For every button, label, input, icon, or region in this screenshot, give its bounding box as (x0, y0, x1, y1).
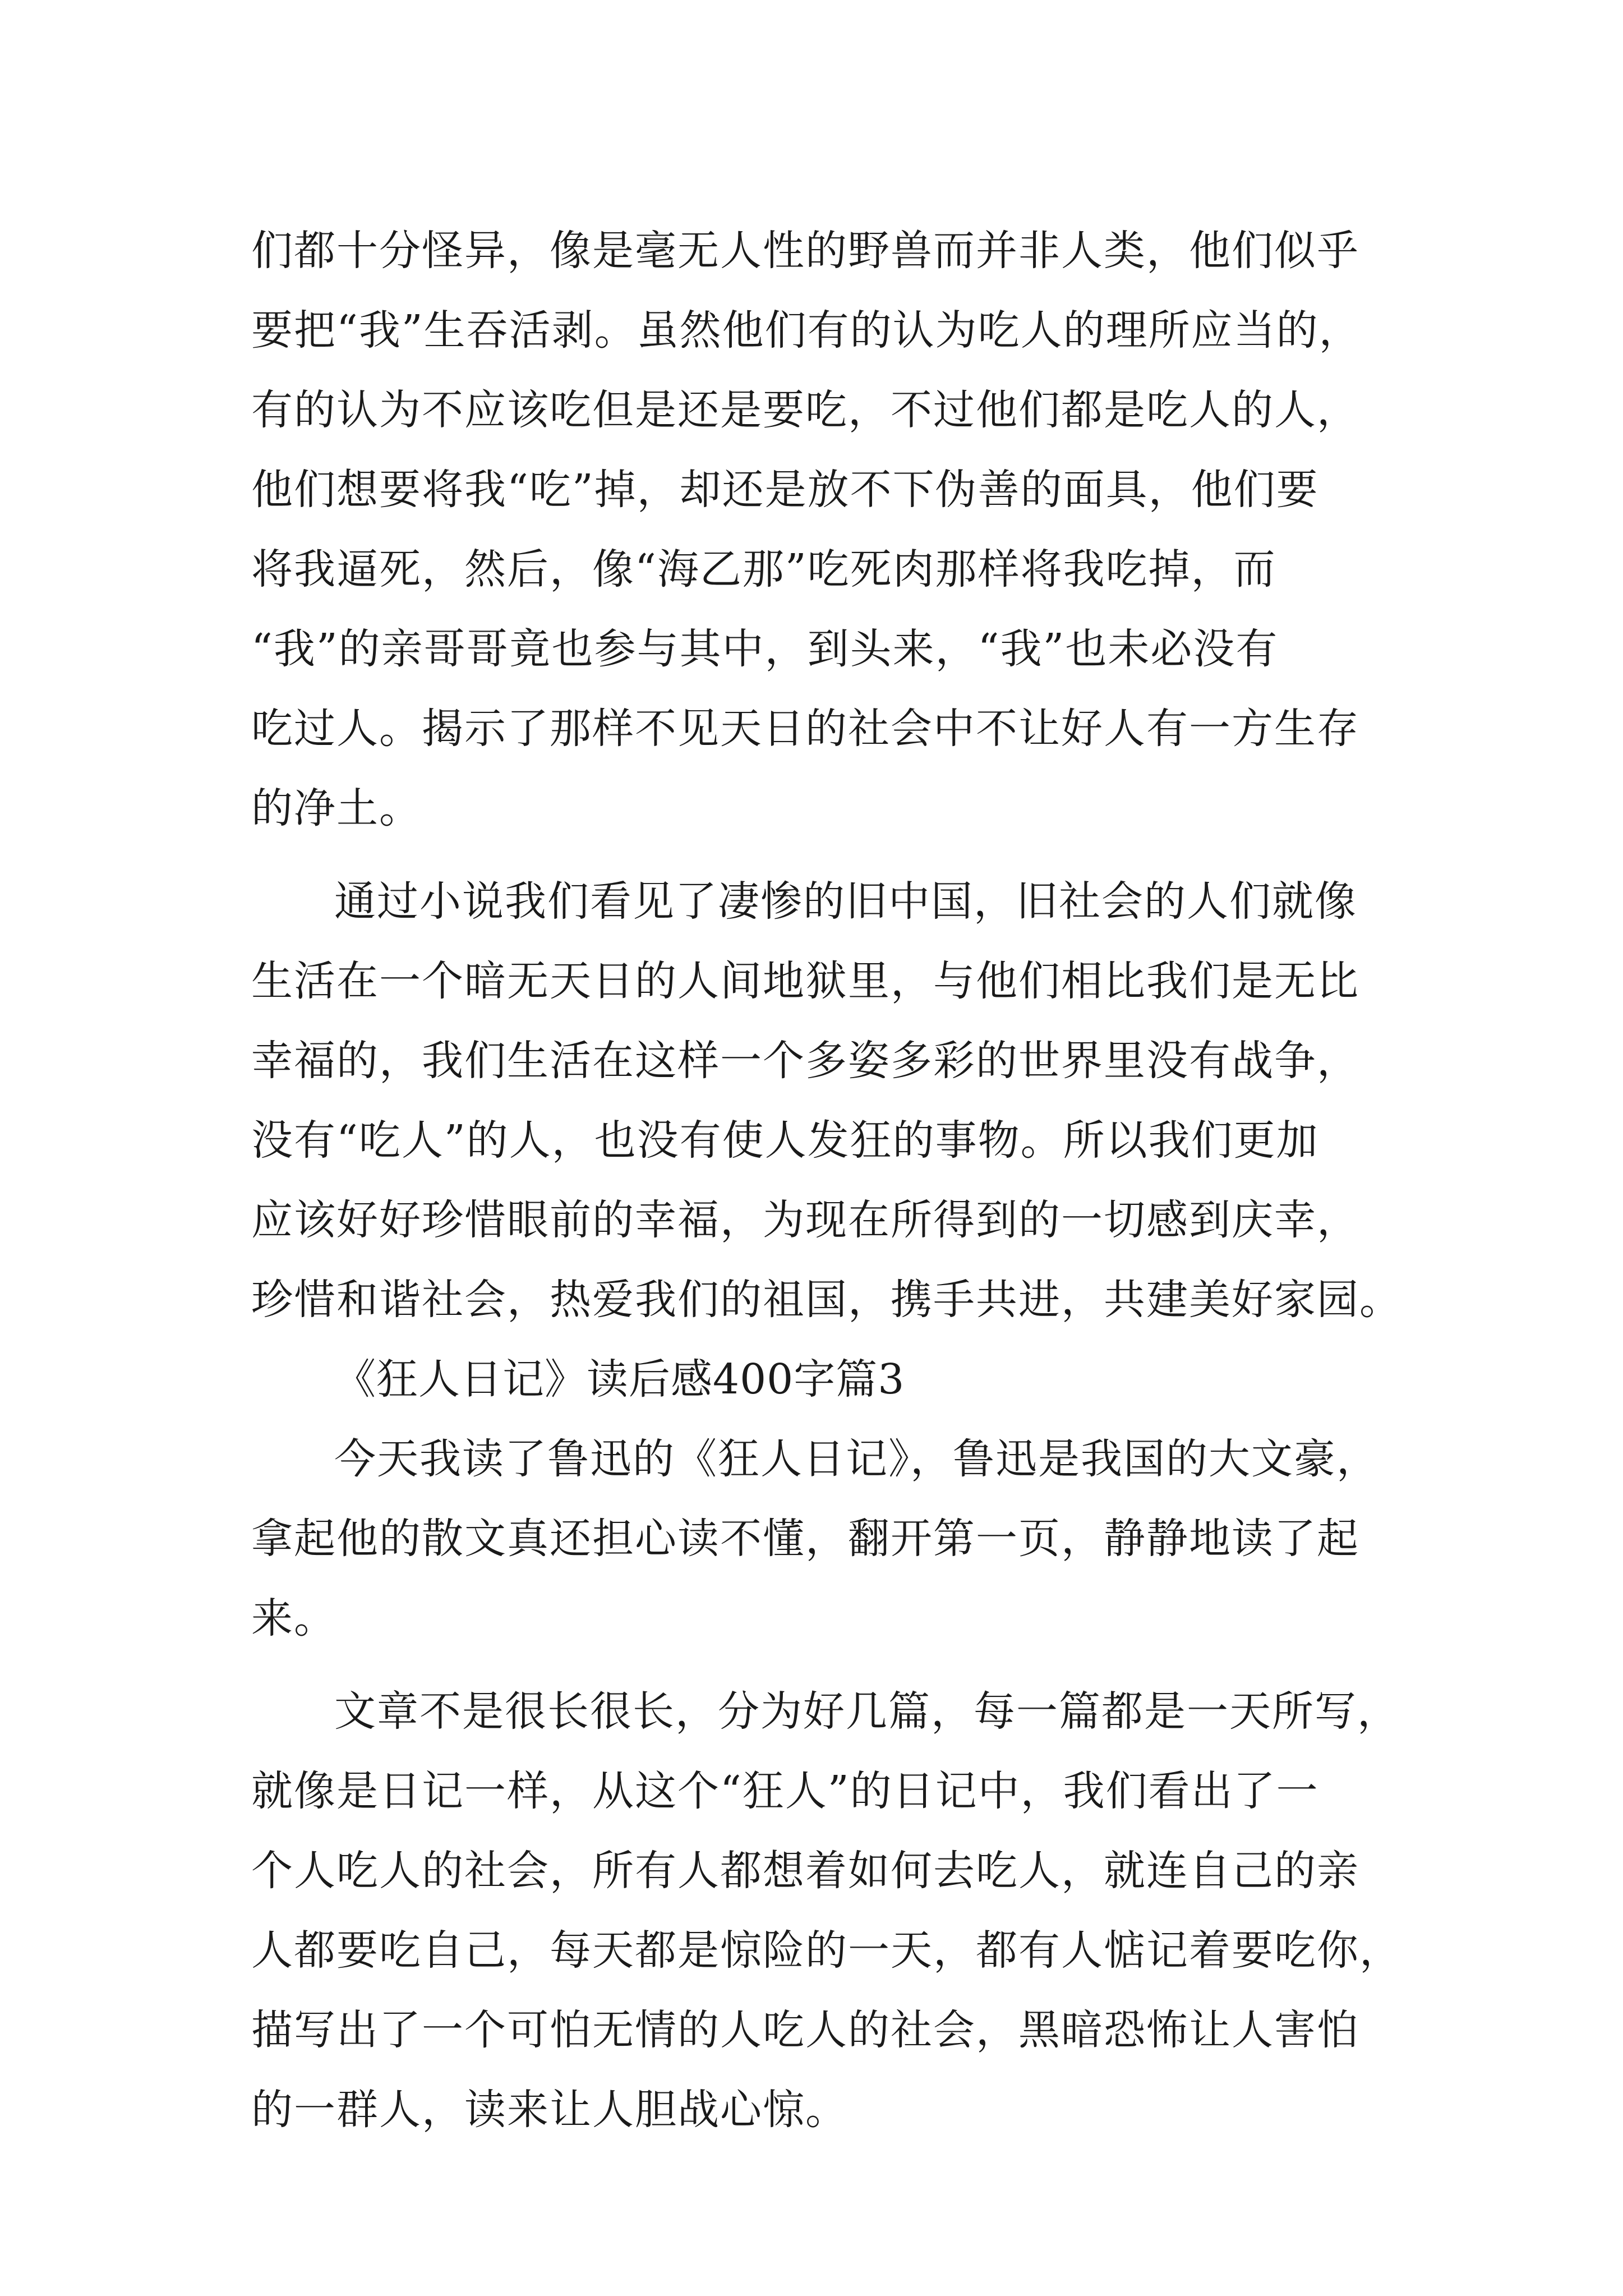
document-body (251, 211, 1402, 2150)
paragraph-line: 来。 (251, 1594, 336, 1642)
paragraph-line: 珍惜和谐社会，热爱我们的祖国，携手共进，共建美好家园。 (251, 1276, 1402, 1324)
paragraph-line: “我”的亲哥哥竟也参与其中，到头来，“我”也未必没有 (251, 625, 1279, 673)
paragraph-line: 没有“吃人”的人，也没有使人发狂的事物。所以我们更加 (251, 1116, 1319, 1165)
paragraph-line: 描写出了一个可怕无情的人吃人的社会，黑暗恐怖让人害怕 (251, 2006, 1359, 2054)
paragraph-line: 文章不是很长很长，分为好几篇，每一篇都是一天所写， (334, 1687, 1400, 1736)
paragraph (251, 862, 1402, 1340)
paragraph-line: 就像是日记一样，从这个“狂人”的日记中，我们看出了一 (251, 1767, 1319, 1815)
paragraph-spacer (251, 1658, 1378, 1672)
paragraph-line: 的净土。 (251, 784, 422, 832)
paragraph-line: 的一群人，读来让人胆战心惊。 (251, 2086, 848, 2134)
paragraph-line: 拿起他的散文真还担心读不懂，翻开第一页，静静地读了起 (251, 1515, 1359, 1563)
paragraph-spacer (251, 848, 1378, 862)
paragraph-line: 有的认为不应该吃但是还是要吃，不过他们都是吃人的人， (251, 386, 1359, 434)
paragraph-line: 要把“我”生吞活剥。虽然他们有的认为吃人的理所应当的， (251, 306, 1362, 355)
paragraph-line: 吃过人。揭示了那样不见天日的社会中不让好人有一方生存 (251, 705, 1359, 753)
paragraph-continuation (251, 211, 1378, 848)
paragraph (251, 1672, 1402, 2150)
paragraph-line: 们都十分怪异，像是毫无人性的野兽而并非人类，他们似乎 (251, 227, 1359, 275)
paragraph-line: 他们想要将我“吃”掉，却还是放不下伪善的面具，他们要 (251, 466, 1319, 514)
paragraph-line: 幸福的，我们生活在这样一个多姿多彩的世界里没有战争， (251, 1037, 1359, 1085)
paragraph-line: 个人吃人的社会，所有人都想着如何去吃人，就连自己的亲 (251, 1847, 1359, 1895)
paragraph-line: 今天我读了鲁迅的《狂人日记》，鲁迅是我国的大文豪， (334, 1435, 1379, 1483)
paragraph-line: 通过小说我们看见了凄惨的旧中国，旧社会的人们就像 (334, 877, 1357, 926)
paragraph-line: 应该好好珍惜眼前的幸福，为现在所得到的一切感到庆幸， (251, 1196, 1359, 1244)
paragraph (251, 1419, 1378, 1658)
paragraph-line: 将我逼死，然后，像“海乙那”吃死肉那样将我吃掉，而 (251, 545, 1276, 593)
paragraph-line: 生活在一个暗无天日的人间地狱里，与他们相比我们是无比 (251, 957, 1359, 1005)
section-heading-text: 《狂人日记》读后感400字篇3 (334, 1355, 905, 1404)
section-heading (251, 1340, 1378, 1419)
paragraph-line: 人都要吃自己，每天都是惊险的一天，都有人惦记着要吃你， (251, 1926, 1402, 1975)
